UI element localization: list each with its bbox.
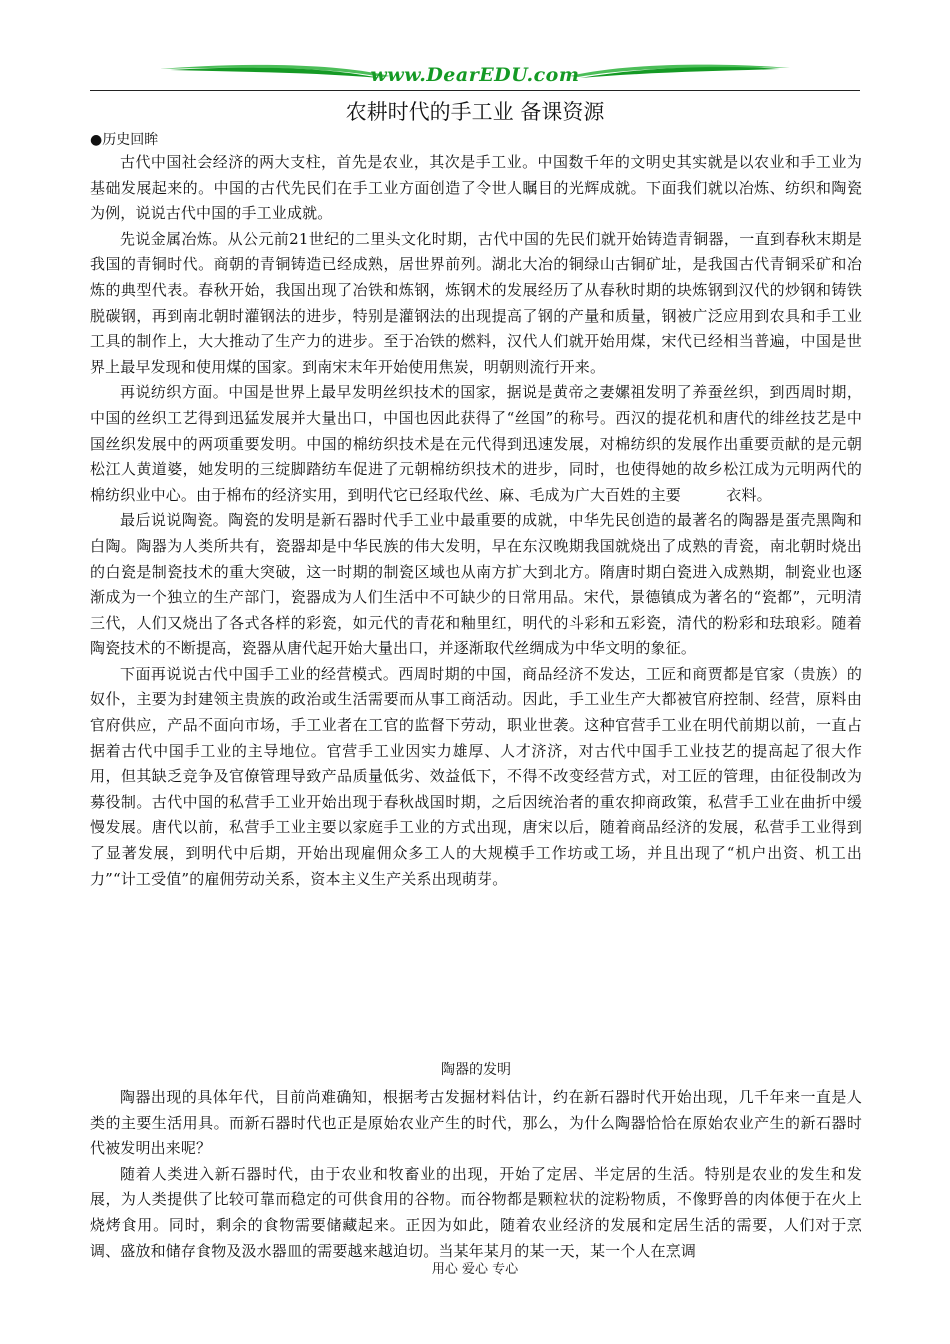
page-footer: 用心 爱心 专心 — [431, 1262, 519, 1277]
page-title: 农耕时代的手工业 备课资源 — [345, 100, 605, 124]
page-header — [90, 60, 860, 94]
secondary-body — [90, 1085, 862, 1264]
paragraph: 再说纺织方面。中国是世界上最早发明丝织技术的国家，据说是黄帝之妻嫘祖发明了养蚕丝织，到西周时期，中国的丝织工艺得到迅猛发展并大量出口，中国也因此获得了“丝国”的称号。西汉的提花机和唐代的绯丝技艺是中国丝织发展中的两项重要发明。中国的棉纺织技术是在元代得到迅速发展，对棉纺织的发展作出重要贡献的是元朝松江人黄道婆，她发明的三绽脚踏纺车促进了元朝棉纺织技术的进步，同时，也使得她的故乡松江成为元明两代的棉纺织业中心。由于棉布的经济实用，到明代它已经取代丝、麻、毛成为广大百姓的主要 衣料。 — [90, 383, 862, 504]
paragraph: 下面再说说古代中国手工业的经营模式。西周时期的中国，商品经济不发达，工匠和商贾都是官家（贵族）的奴仆，主要为封建领主贵族的政治或生活需要而从事工商活动。因此，手工业生产大都被官府控制、经营，原料由官府供应，产品不面向市场，手工业者在工官的监督下劳动，职业世袭。这种官营手工业在明代前期以前，一直占据着古代中国手工业的主导地位。官营手工业因实力雄厚、人才济济，对古代中国手工业技艺的提高起了很大作用，但其缺乏竞争及官僚管理导致产品质量低劣、效益低下，不得不改变经营方式，对工匠的管理，由征役制改为募役制。古代中国的私营手工业开始出现于春秋战国时期，之后因统治者的重农抑商政策，私营手工业在曲折中缓慢发展。唐代以前，私营手工业主要以家庭手工业的方式出现，唐宋以后，随着商品经济的发展，私营手工业得到了显著发展，到明代中后期，开始出现雇佣众多工人的大规模手工作坊或工场，并且出现了“机户出资、机工出力”“计工受值”的雇佣劳动关系，资本主义生产关系出现萌芽。 — [90, 664, 862, 888]
paragraph: 最后说说陶瓷。陶瓷的发明是新石器时代手工业中最重要的成就，中华先民创造的最著名的陶器是蛋壳黑陶和白陶。陶器为人类所共有，瓷器却是中华民族的伟大发明，早在东汉晚期我国就烧出了成熟的青瓷，南北朝时烧出的白瓷是制瓷技术的重大突破，这一时期的制瓷区域也从南方扩大到北方。隋唐时期白瓷进入成熟期，制瓷业也逐渐成为一个独立的生产部门，瓷器成为人们生活中不可缺少的日常用品。宋代，景德镇成为著名的“瓷都”，元明清三代，人们又烧出了各式各样的彩瓷，如元代的青花和釉里红，明代的斗彩和五彩瓷，清代的粉彩和珐琅彩。随着陶瓷技术的不断提高，瓷器从唐代起开始大量出口，并逐渐取代丝绸成为中华文明的象征。 — [90, 511, 862, 658]
paragraph: 陶器出现的具体年代，目前尚难确知，根据考古发掘材料估计，约在新石器时代开始出现，几千年来一直是人类的主要生活用具。而新石器时代也正是原始农业产生的时代，那么，为什么陶器恰恰在原始农业产生的新石器时代被发明出来呢？ — [90, 1088, 862, 1158]
paragraph: 随着人类进入新石器时代，由于农业和牧畜业的出现，开始了定居、半定居的生活。特别是农业的发生和发展，为人类提供了比较可靠而稳定的可供食用的谷物。而谷物都是颗粒状的淀粉物质，不像野兽的肉体便于在火上烧烤食用。同时，剩余的食物需要储藏起来。正因为如此，随着农业经济的发展和定居生活的需要，人们对于烹调、盛放和储存食物及汲水器皿的需要越来越迫切。当某年某月的某一天，某一个人在烹调 — [90, 1164, 862, 1260]
paragraph: 先说金属冶炼。从公元前21世纪的二里头文化时期，古代中国的先民们就开始铸造青铜器，一直到春秋末期是我国的青铜时代。商朝的青铜铸造已经成熟，居世界前列。湖北大冶的铜绿山古铜矿址，是我国古代青铜采矿和冶炼的典型代表。春秋开始，我国出现了冶铁和炼钢，炼钢术的发展经历了从春秋时期的块炼钢到汉代的炒钢和铸铁脱碳钢，再到南北朝时灌钢法的进步，特别是灌钢法的出现提高了钢的产量和质量，钢被广泛应用到农具和手工业工具的制作上，大大推动了生产力的进步。至于冶铁的燃料，汉代人们就开始用煤，宋代已经相当普遍，中国是世界上最早发现和使用煤的国家。到南宋末年开始使用焦炭，明朝则流行开来。 — [90, 229, 862, 376]
section-label: ●历史回眸 — [90, 132, 159, 148]
main-body — [90, 150, 862, 892]
section-subtitle: 陶器的发明 — [441, 1062, 511, 1078]
header-divider — [90, 90, 860, 91]
paragraph: 古代中国社会经济的两大支柱，首先是农业，其次是手工业。中国数千年的文明史其实就是以农业和手工业为基础发展起来的。中国的古代先民们在手工业方面创造了令世人瞩目的光辉成就。下面我们就以冶炼、纺织和陶瓷为例，说说古代中国的手工业成就。 — [90, 153, 862, 223]
site-logo-text[interactable]: www.DearEDU.com — [370, 64, 580, 86]
